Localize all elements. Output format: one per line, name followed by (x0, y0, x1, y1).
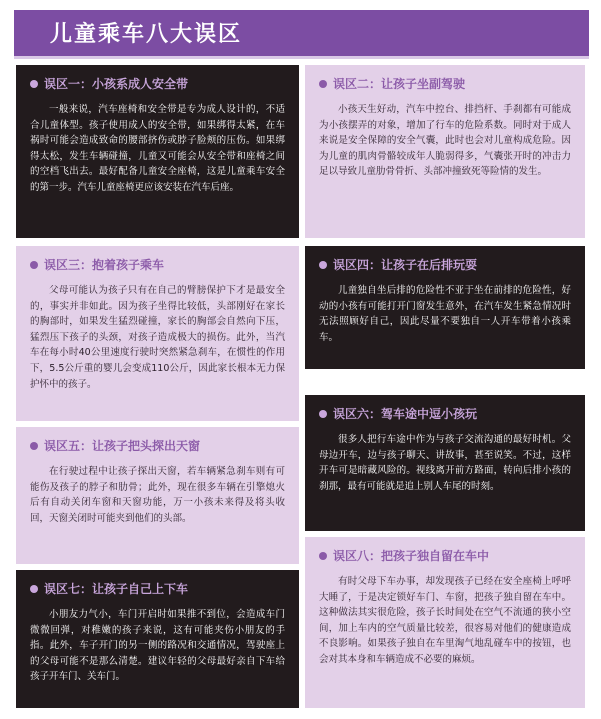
card-title: 误区四：让孩子在后排玩耍 (333, 258, 478, 272)
card-misconception-4 (305, 246, 585, 369)
header-banner (14, 10, 589, 56)
card-misconception-6 (305, 395, 585, 531)
bullet-dot-icon (30, 80, 38, 88)
card-body: 很多人把行车途中作为与孩子交流沟通的最好时机。父母边开车，边与孩子聊天、讲故事，甚至说笑。不过，这样开车可是暗藏风险的。视线离开前方路面，转向后排小孩的刹那，最有可能就是追上别人车尾的时刻。 (319, 434, 571, 492)
bullet-dot-icon (319, 410, 327, 418)
bullet-dot-icon (319, 80, 327, 88)
card-body: 小孩天生好动，汽车中控台、排挡杆、手刹都有可能成为小孩摆弄的对象，增加了行车的危险系数。同时对于成人来说是安全保障的安全气囊，此时也会对儿童构成危险。因为儿童的肌肉骨骼较成年人脆弱得多，气囊张开时的冲击力足以导致儿童肋骨骨折、头部冲撞致死等险情的发生。 (319, 104, 571, 178)
card-title: 误区三：抱着孩子乘车 (44, 258, 165, 272)
card-misconception-5 (16, 427, 299, 564)
card-misconception-3 (16, 246, 299, 421)
card-title: 误区五：让孩子把头探出天窗 (44, 439, 201, 453)
card-body: 父母可能认为孩子只有在自己的臂膀保护下才是最安全的，事实并非如此。因为孩子坐得比较低，头部刚好在家长的胸部时，如果发生猛烈碰撞，家长的胸部会自然向下压，猛烈压下孩子的头颈，对孩子造成极大的损伤。此外，当汽车在每小时40公里速度行驶时突然紧急刹车，在惯性的作用下，5.5公斤重的婴儿会变成110公斤，因此家长根本无力保护怀中的孩子。 (30, 285, 285, 390)
card-misconception-8 (305, 537, 585, 708)
bullet-dot-icon (30, 585, 38, 593)
card-body: 有时父母下车办事，却发现孩子已经在安全座椅上呼呼大睡了，于是决定锁好车门、车窗，把孩子独自留在车中。这种做法其实很危险，孩子长时间处在空气不流通的狭小空间，加上车内的空气质量比较差，很容易对他们的健康造成不良影响。如果孩子独自在车里淘气地乱碰车中的按钮，也会对其本身和车辆造成不必要的麻烦。 (319, 576, 571, 665)
card-misconception-2 (305, 65, 585, 238)
card-misconception-7 (16, 570, 299, 708)
card-misconception-1 (16, 65, 299, 238)
card-title: 误区六：驾车途中逗小孩玩 (333, 407, 478, 421)
card-body: 儿童独自坐后排的危险性不亚于坐在前排的危险性，好动的小孩有可能打开门窗发生意外，在汽车发生紧急情况时无法照顾好自己，因此尽量不要独自一人开车带着小孩乘车。 (319, 285, 571, 343)
bullet-dot-icon (30, 442, 38, 450)
bullet-dot-icon (319, 261, 327, 269)
card-title: 误区七：让孩子自己上下车 (44, 582, 189, 596)
bullet-dot-icon (319, 552, 327, 560)
card-title: 误区二：让孩子坐副驾驶 (333, 77, 466, 91)
card-title: 误区八：把孩子独自留在车中 (333, 549, 490, 563)
bullet-dot-icon (30, 261, 38, 269)
card-title: 误区一：小孩系成人安全带 (44, 77, 189, 91)
page-title: 儿童乘车八大误区 (50, 22, 243, 47)
card-body: 小朋友力气小，车门开启时如果推不到位，会造成车门微微回弹，对稚嫩的孩子来说，这有可能夹伤小朋友的手指。此外，车子开门的另一侧的路况和交通情况，驾驶座上的父母可能不是那么清楚。建议年轻的父母最好亲自下车给孩子开车门、关车门。 (30, 609, 285, 683)
card-body: 在行驶过程中让孩子探出天窗，若车辆紧急刹车则有可能伤及孩子的脖子和肋骨；此外，现在很多车辆在引擎熄火后有自动关闭车窗和天窗功能，万一小孩未来得及将头收回，天窗关闭时可能夹到他们的头部。 (30, 466, 285, 524)
card-body: 一般来说，汽车座椅和安全带是专为成人设计的，不适合儿童体型。孩子使用成人的安全带，如果绑得太紧，在车祸时可能会造成致命的腰部挤伤或脖子脸颊的压伤。如果绑得太松，发生车辆碰撞，儿童又可能会从安全带和座椅之间的空档飞出去。最好配备儿童安全座椅，这是儿童乘车安全的第一步。汽车儿童座椅更应该安装在汽车后座。 (30, 104, 285, 193)
